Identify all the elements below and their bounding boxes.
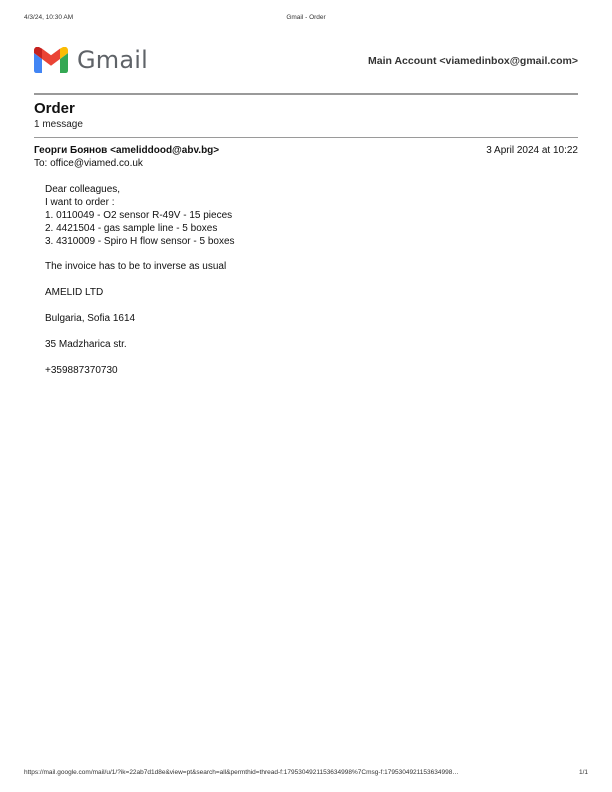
message-body — [45, 184, 235, 378]
company-city: Bulgaria, Sofia 1614 — [45, 313, 136, 325]
order-item: 2. 4421504 - gas sample line - 5 boxes — [45, 222, 218, 234]
subject-divider — [34, 137, 578, 138]
gmail-logo-icon — [34, 47, 68, 73]
print-page-number: 1/1 — [578, 769, 588, 776]
company-phone: +359887370730 — [45, 364, 118, 376]
body-intro: I want to order : — [45, 196, 115, 208]
print-datetime: 4/3/24, 10:30 AM — [24, 14, 74, 21]
message-date: 3 April 2024 at 10:22 — [486, 145, 578, 156]
gmail-logo — [34, 46, 148, 74]
invoice-note: The invoice has to be to inverse as usual — [45, 261, 227, 273]
account-label: Main Account <viamedinbox@gmail.com> — [368, 55, 578, 67]
message-count: 1 message — [34, 119, 83, 130]
thread-subject: Order — [34, 100, 75, 117]
header-divider — [34, 93, 578, 95]
print-title: Gmail - Order — [286, 14, 326, 21]
gmail-wordmark: Gmail — [77, 46, 149, 74]
company-name: AMELID LTD — [45, 287, 104, 299]
message-recipient: To: office@viamed.co.uk — [34, 158, 143, 169]
order-item: 3. 4310009 - Spiro H flow sensor - 5 boxes — [45, 235, 235, 247]
body-greeting: Dear colleagues, — [45, 184, 121, 195]
print-url: https://mail.google.com/mail/u/1/?ik=22ab7d1d8e&view=pt&search=all&permthid=thread-f:1795304921153634998%7Cmsg-f:1795304921153634998… — [24, 769, 459, 776]
message-sender — [34, 145, 219, 156]
company-street: 35 Madzharica str. — [45, 338, 127, 350]
order-item: 1. 0110049 - O2 sensor R-49V - 15 pieces — [45, 209, 233, 221]
sender-name: Георги Боянов <ameliddood@abv.bg> — [34, 145, 220, 156]
